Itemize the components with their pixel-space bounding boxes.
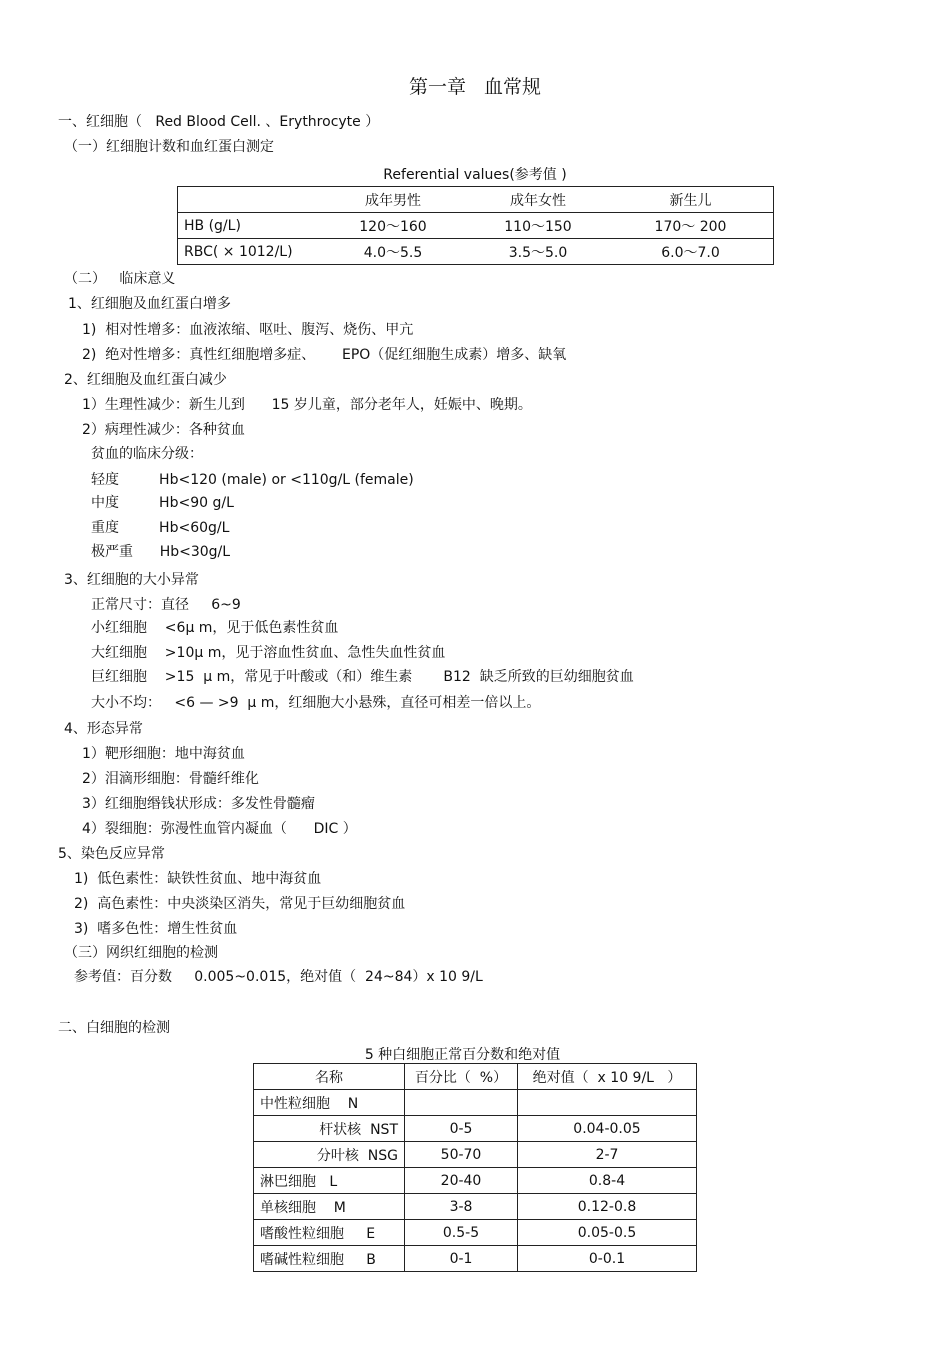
table-row bbox=[254, 1220, 697, 1246]
table-cell: 分叶核 NSG bbox=[254, 1142, 405, 1168]
text-line: 小红细胞 <6μ m，见于低色素性贫血 bbox=[91, 620, 339, 636]
table-row bbox=[254, 1194, 697, 1220]
wbc-reference-table bbox=[253, 1063, 697, 1272]
table-cell bbox=[405, 1090, 518, 1116]
table-cell: 0.5-5 bbox=[405, 1220, 518, 1246]
table-cell: 2-7 bbox=[518, 1142, 697, 1168]
table-caption-rbc: Referential values(参考值 ) bbox=[383, 167, 567, 183]
text-line: 2) 高色素性：中央淡染区消失，常见于巨幼细胞贫血 bbox=[74, 896, 406, 912]
table-row bbox=[254, 1116, 697, 1142]
rbc-reference-table bbox=[177, 186, 774, 265]
table-cell: 嗜碱性粒细胞 B bbox=[254, 1246, 405, 1272]
subheading-clinical: （二） 临床意义 bbox=[64, 271, 176, 287]
table-cell: 杆状核 NST bbox=[254, 1116, 405, 1142]
table-cell: 淋巴细胞 L bbox=[254, 1168, 405, 1194]
text-line: 中度 Hb<90 g/L bbox=[91, 495, 234, 511]
table-cell: 中性粒细胞 N bbox=[254, 1090, 405, 1116]
table-cell: 0-5 bbox=[405, 1116, 518, 1142]
table-header-cell: 成年男性 bbox=[365, 192, 421, 209]
table-cell: 0.04-0.05 bbox=[518, 1116, 697, 1142]
table-header-cell: 名称 bbox=[254, 1064, 405, 1090]
table-cell: 3-8 bbox=[405, 1194, 518, 1220]
table-cell: 0.05-0.5 bbox=[518, 1220, 697, 1246]
section-heading-rbc: 一、红细胞（ Red Blood Cell. 、Erythrocyte ） bbox=[58, 114, 380, 130]
text-line: 重度 Hb<60g/L bbox=[91, 520, 230, 536]
text-line: 1、红细胞及血红蛋白增多 bbox=[68, 296, 231, 312]
table-cell: 110～150 bbox=[468, 213, 608, 239]
text-line: 参考值：百分数 0.005~0.015，绝对值（ 24~84）x 10 9/L bbox=[74, 969, 483, 985]
table-cell: 0-1 bbox=[405, 1246, 518, 1272]
subheading-rbc-count: （一）红细胞计数和血红蛋白测定 bbox=[64, 139, 274, 155]
table-header-row bbox=[178, 187, 774, 213]
table-cell: 0.12-0.8 bbox=[518, 1194, 697, 1220]
text-line: 巨红细胞 >15 μ m，常见于叶酸或（和）维生素 B12 缺乏所致的巨幼细胞贫血 bbox=[91, 669, 634, 685]
table-cell: 50-70 bbox=[405, 1142, 518, 1168]
text-line: 大小不均： <6 — >9 μ m，红细胞大小悬殊，直径可相差一倍以上。 bbox=[91, 695, 541, 711]
text-line: 5、染色反应异常 bbox=[58, 846, 165, 862]
table-cell: 0-0.1 bbox=[518, 1246, 697, 1272]
table-row bbox=[254, 1142, 697, 1168]
table-header-cell: 绝对值（ x 10 9/L ） bbox=[518, 1064, 697, 1090]
table-cell: 6.0～7.0 bbox=[608, 239, 774, 265]
table-cell: HB (g/L) bbox=[178, 213, 319, 239]
table-header-cell: 成年女性 bbox=[510, 192, 566, 209]
text-line: 3) 嗜多色性：增生性贫血 bbox=[74, 921, 238, 937]
text-line: 2）泪滴形细胞：骨髓纤维化 bbox=[82, 771, 259, 787]
table-cell: 单核细胞 M bbox=[254, 1194, 405, 1220]
section-heading-wbc: 二、白细胞的检测 bbox=[58, 1020, 170, 1036]
table-row bbox=[254, 1090, 697, 1116]
table-header-cell: 新生儿 bbox=[669, 192, 712, 209]
text-line: 4）裂细胞：弥漫性血管内凝血（ DIC ） bbox=[82, 821, 357, 837]
text-line: 轻度 Hb<120 (male) or <110g/L (female) bbox=[91, 472, 414, 488]
table-cell: 120～160 bbox=[318, 213, 468, 239]
text-line: 3）红细胞缗钱状形成：多发性骨髓瘤 bbox=[82, 796, 315, 812]
table-row bbox=[178, 239, 774, 265]
table-cell: 嗜酸性粒细胞 E bbox=[254, 1220, 405, 1246]
table-cell: RBC( × 1012/L) bbox=[178, 239, 319, 265]
text-line: 2）病理性减少：各种贫血 bbox=[82, 422, 245, 438]
text-line: 1) 低色素性：缺铁性贫血、地中海贫血 bbox=[74, 871, 322, 887]
table-cell: 0.8-4 bbox=[518, 1168, 697, 1194]
table-header-cell: 百分比（ %） bbox=[405, 1064, 518, 1090]
table-cell: 170～ 200 bbox=[608, 213, 774, 239]
text-line: 2) 绝对性增多：真性红细胞增多症、 EPO（促红细胞生成素）增多、缺氧 bbox=[82, 347, 567, 363]
table-row bbox=[254, 1168, 697, 1194]
text-line: 1）生理性减少：新生儿到 15 岁儿童，部分老年人，妊娠中、晚期。 bbox=[82, 397, 532, 413]
text-line: 贫血的临床分级： bbox=[91, 446, 203, 462]
table-header-cell bbox=[178, 187, 319, 213]
text-line: 极严重 Hb<30g/L bbox=[91, 544, 231, 560]
text-line: 大红细胞 >10μ m，见于溶血性贫血、急性失血性贫血 bbox=[91, 645, 446, 661]
text-line: 2、红细胞及血红蛋白减少 bbox=[64, 372, 227, 388]
table-cell: 4.0～5.5 bbox=[318, 239, 468, 265]
table-cell bbox=[518, 1090, 697, 1116]
page-title: 第一章 血常规 bbox=[408, 76, 542, 98]
text-line: （三）网织红细胞的检测 bbox=[64, 945, 218, 961]
table-row bbox=[254, 1246, 697, 1272]
table-row bbox=[178, 213, 774, 239]
text-line: 正常尺寸：直径 6~9 bbox=[91, 597, 241, 613]
table-cell: 20-40 bbox=[405, 1168, 518, 1194]
text-line: 4、形态异常 bbox=[64, 721, 143, 737]
text-line: 1) 相对性增多：血液浓缩、呕吐、腹泻、烧伤、甲亢 bbox=[82, 322, 414, 338]
table-caption-wbc: 5 种白细胞正常百分数和绝对值 bbox=[364, 1047, 561, 1063]
text-line: 1）靶形细胞：地中海贫血 bbox=[82, 746, 245, 762]
text-line: 3、红细胞的大小异常 bbox=[64, 572, 199, 588]
table-cell: 3.5～5.0 bbox=[468, 239, 608, 265]
table-header-row bbox=[254, 1064, 697, 1090]
